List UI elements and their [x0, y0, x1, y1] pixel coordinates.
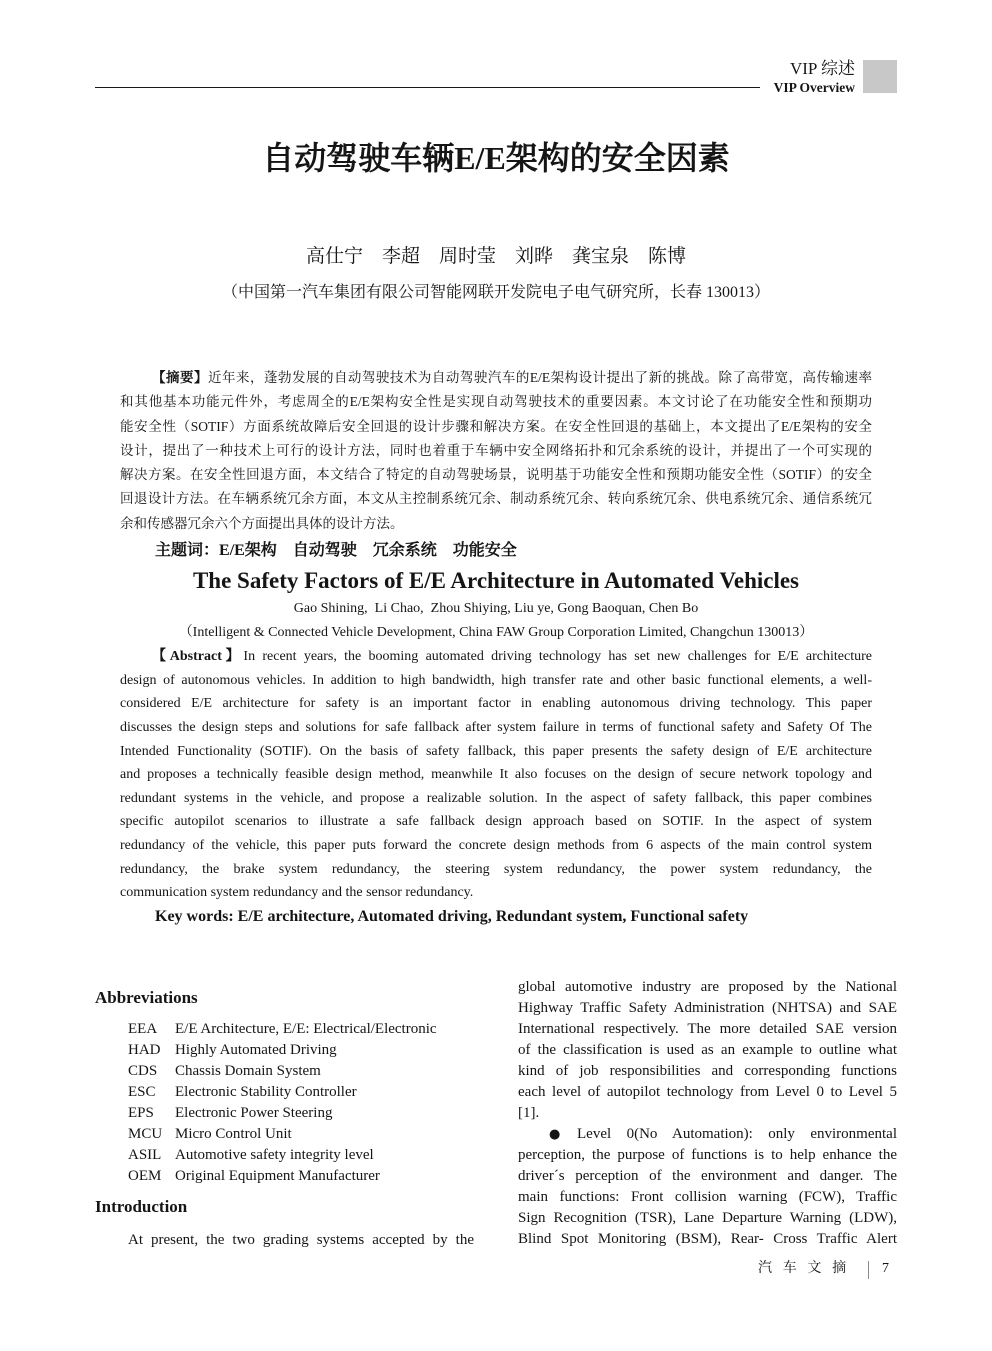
abbreviation-definition: Automotive safety integrity level	[175, 1146, 374, 1163]
footer-divider	[868, 1261, 869, 1279]
abbreviation-item	[128, 1040, 437, 1061]
body-line: of the classification is used as an example to outline what	[518, 1041, 897, 1058]
abbreviation-definition: Micro Control Unit	[175, 1125, 292, 1142]
introduction-line: At present, the two grading systems accepted by the	[128, 1231, 474, 1248]
abstract-en	[120, 645, 872, 905]
abbreviation-item	[128, 1166, 437, 1187]
abbreviation-definition: Original Equipment Manufacturer	[175, 1167, 380, 1184]
abbreviations-list	[128, 1019, 437, 1187]
body-line: Blind Spot Monitoring (BSM), Rear- Cross Traffic Alert	[518, 1231, 897, 1248]
keywords-en-label: Key words:	[155, 908, 234, 925]
abbreviation-term: OEM	[128, 1167, 162, 1184]
abbreviation-definition: Electronic Stability Controller	[175, 1083, 357, 1100]
article-title-cn: 自动驾驶车辆E/E架构的安全因素	[262, 140, 730, 176]
abstract-en-line: redundant systems in the vehicle, and propose a realizable solution. In the aspect of safety fallback, this paper combines	[120, 790, 872, 806]
abbreviation-item	[128, 1061, 437, 1082]
abstract-cn-line: 设计，提出了一种技术上可行的设计方法，同时也着重于车辆中安全网络拓扑和冗余系统的设计，并提出了一个可实现的	[120, 442, 872, 458]
abstract-en-line: and proposes a technically feasible design method, meanwhile It also focuses on the design of secure network topology and	[120, 767, 872, 783]
abstract-cn-line: 和其他基本功能元件外，考虑周全的E/E架构安全性是实现自动驾驶技术的重要因素。本文讨论了在功能安全性和预期功	[120, 394, 872, 410]
abstract-cn-line: 解决方案。在安全性回退方面，本文结合了特定的自动驾驶场景，说明基于功能安全性和预期功能安全性（SOTIF）的安全	[120, 467, 872, 483]
abstract-en-line: Intended Functionality (SOTIF). On the basis of safety fallback, this paper presents the safety design of E/E architecture	[120, 743, 872, 759]
abstract-cn-line: 回退设计方法。在车辆系统冗余方面，本文从主控制系统冗余、制动系统冗余、转向系统冗余、供电系统冗余、通信系统冗	[120, 491, 872, 507]
body-line: Highway Traffic Safety Administration (NHTSA) and SAE	[518, 999, 897, 1016]
abbreviation-item	[128, 1019, 437, 1040]
affiliation-en: （Intelligent & Connected Vehicle Development, China FAW Group Corporation Limited, Changchun 130013）	[178, 625, 814, 640]
abstract-en-line: considered E/E architecture for safety is an important factor in enabling autonomous driving technology. This paper	[120, 696, 872, 712]
abbreviation-term: CDS	[128, 1062, 158, 1079]
abstract-cn-line: 余和传感器冗余六个方面提出具体的设计方法。	[120, 515, 404, 531]
abbreviation-term: EPS	[128, 1104, 154, 1121]
footer-journal-name: 汽 车 文 摘	[758, 1261, 850, 1276]
keywords-en	[155, 906, 748, 928]
article-title-en: The Safety Factors of E/E Architecture in Automated Vehicles	[192, 568, 800, 593]
running-header-section-en: VIP Overview	[773, 80, 855, 95]
body-line: Sign Recognition (TSR), Lane Departure Warning (LDW),	[518, 1210, 897, 1227]
header-gray-block	[863, 60, 897, 93]
abbreviation-definition: Highly Automated Driving	[175, 1041, 337, 1058]
bullet-icon: ●	[549, 1127, 561, 1143]
body-line: International respectively. The more detailed SAE version	[518, 1020, 897, 1037]
authors-en: Gao Shining, Li Chao, Zhou Shiying, Liu ye, Gong Baoquan, Chen Bo	[293, 601, 699, 616]
abbreviation-term: ASIL	[128, 1146, 162, 1163]
abbreviation-item	[128, 1124, 437, 1145]
body-line: each level of autopilot technology from Level 0 to Level 5	[518, 1083, 897, 1100]
abstract-en-line	[120, 645, 872, 669]
abbreviation-term: HAD	[128, 1041, 161, 1058]
body-line: kind of job responsibilities and corresponding functions	[518, 1062, 897, 1079]
abbreviation-term: MCU	[128, 1125, 163, 1142]
body-line: main functions: Front collision warning (FCW), Traffic	[518, 1189, 897, 1206]
abstract-en-line: specific autopilot scenarios to illustrate a safe fallback design approach based on SOTIF. In the aspect of system	[120, 814, 872, 830]
keywords-en-text: E/E architecture, Automated driving, Redundant system, Functional safety	[237, 908, 749, 925]
abstract-en-line: redundancy of the vehicle, this paper puts forward the concrete design methods from 6 aspects of the main control system	[120, 837, 872, 853]
abbreviation-term: EEA	[128, 1020, 158, 1037]
authors-cn: 高仕宁 李超 周时莹 刘晔 龚宝泉 陈博	[305, 246, 686, 267]
introduction-paragraph	[128, 1230, 474, 1251]
body-line: [1].	[518, 1104, 540, 1121]
keywords-cn-text: E/E架构 自动驾驶 冗余系统 功能安全	[219, 542, 517, 559]
abstract-en-line: design of autonomous vehicles. In addition to high bandwidth, high transfer rate and other basic functional elements, a well-	[120, 672, 872, 688]
abbreviation-definition: Electronic Power Steering	[175, 1104, 333, 1121]
abstract-cn-line-text: 近年来，蓬勃发展的自动驾驶技术为自动驾驶汽车的E/E架构设计提出了新的挑战。除了高带宽，高传输速率	[207, 370, 872, 385]
abbreviation-definition: Chassis Domain System	[175, 1062, 321, 1079]
right-column-text	[518, 977, 897, 1251]
abstract-en-line: communication system redundancy and the sensor redundancy.	[120, 885, 474, 901]
abstract-cn-line: 能安全性（SOTIF）方面系统故障后安全回退的设计步骤和解决方案。在安全性回退的基础上，本文提出了E/E架构的安全	[120, 418, 872, 434]
body-line: driver´s perception of the environment and danger. The	[518, 1168, 897, 1185]
abstract-en-line: discusses the design steps and solutions for safe fallback after system failure in terms of functional safety and Safety Of The	[120, 719, 872, 735]
abstract-en-label: 【Abstract】	[152, 649, 244, 665]
keywords-cn-label: 主题词：	[155, 542, 220, 559]
body-line: perception, the purpose of functions is to help enhance the	[518, 1147, 897, 1164]
abbreviations-heading: Abbreviations	[95, 988, 198, 1007]
page-number: 7	[882, 1261, 889, 1276]
abbreviation-item	[128, 1103, 437, 1124]
abbreviation-term: ESC	[128, 1083, 156, 1100]
abbreviation-definition: E/E Architecture, E/E: Electrical/Electronic	[175, 1020, 437, 1037]
abstract-en-line-text: In recent years, the booming automated driving technology has set new challenges for E/E architecture	[243, 649, 872, 665]
abbreviation-item	[128, 1145, 437, 1166]
keywords-cn	[155, 540, 517, 562]
introduction-heading: Introduction	[95, 1197, 188, 1216]
abstract-en-line: redundancy, the brake system redundancy, the steering system redundancy, the power system redundancy, the	[120, 861, 872, 877]
header-rule	[95, 87, 760, 88]
body-line: global automotive industry are proposed by the National	[518, 978, 897, 995]
abstract-cn-label: 【摘要】	[152, 370, 208, 385]
running-header-section-cn: VIP 综述	[789, 59, 855, 78]
bullet-item-line: Level 0(No Automation): only environmental	[577, 1126, 897, 1143]
abstract-cn	[120, 366, 872, 536]
abbreviation-item	[128, 1082, 437, 1103]
affiliation-cn: （中国第一汽车集团有限公司智能网联开发院电子电气研究所，长春 130013）	[221, 284, 770, 301]
abstract-cn-line	[120, 366, 872, 390]
